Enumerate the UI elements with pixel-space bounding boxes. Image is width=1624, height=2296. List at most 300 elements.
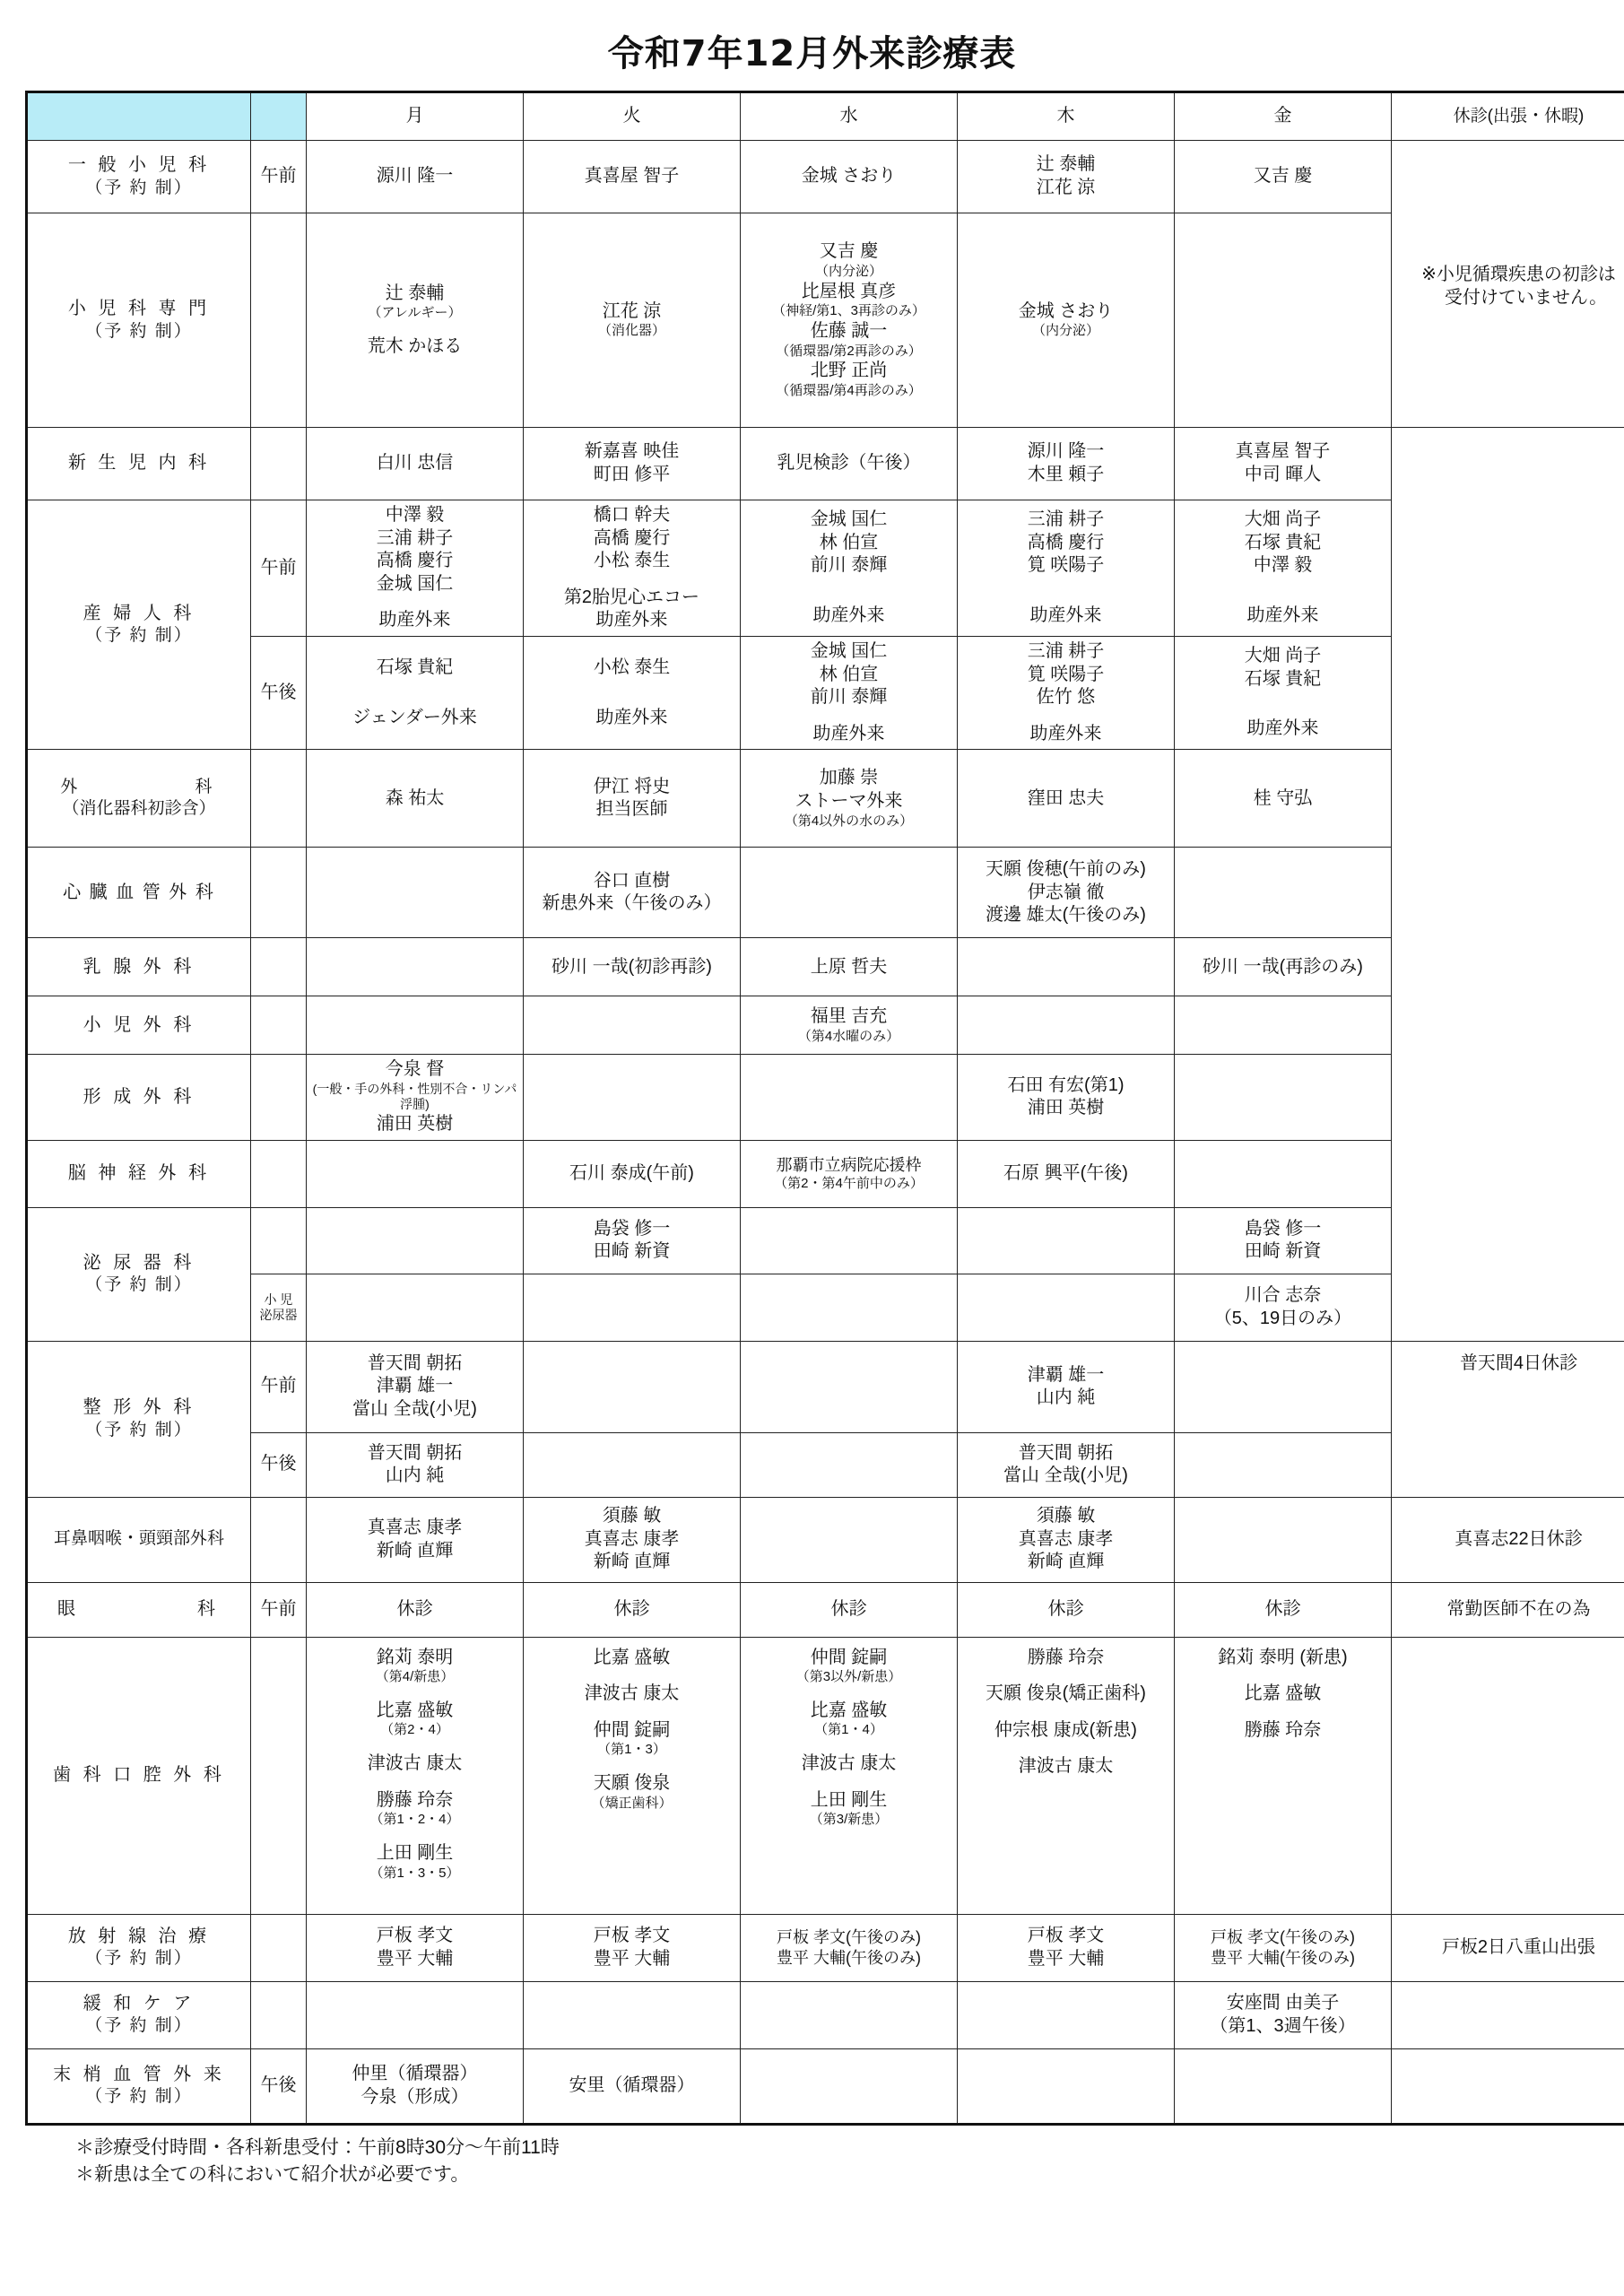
cell-dental-tue [524,1637,741,1914]
cell-radio-thu [958,1914,1175,1981]
header-time [251,92,307,141]
cell-obgyn-pm-thu [958,636,1175,749]
cell-plastic-tue [524,1055,741,1140]
cell-palliative-wed [741,1981,958,2048]
note-text: 普天間4日休診 [1459,1352,1578,1373]
doctor-name: 担当医師 [595,799,668,820]
spacer [309,1686,520,1700]
cell-palliative-mon [307,1981,524,2048]
table-header-row [27,92,1624,141]
doctor-note: （第1・3・5） [369,1865,460,1881]
dental-list-wed [743,1647,954,1830]
service-list-mon-am [309,609,520,632]
doctor-name: 豊平 大輔 [593,1948,671,1969]
table-row-orthopedics-am [27,1341,1624,1432]
dept-surgery [27,750,251,848]
dept-pediatric-surgery: 小 児 外 科 [27,996,251,1055]
doctor-name: 木里 頼子 [1027,465,1105,484]
cell-pedsurg-thu [958,996,1175,1055]
doctor-name: 助産外来 [1029,723,1102,744]
doctor-note: （消化器） [597,323,665,339]
dept-label: 小 児 科 専 門 [67,299,211,319]
doctor-name: 當山 全哉(小児) [1003,1465,1128,1486]
dept-orthopedics [27,1341,251,1497]
doctor-name: 石田 有宏(第1) [1007,1074,1125,1095]
cell-radio-tue [524,1914,741,1981]
cell-neuro-mon [307,1140,524,1207]
cell-neuro-thu: 石原 興平(午後) [958,1140,1175,1207]
doctor-name: 新崎 直輝 [376,1540,454,1561]
dept-sublabel: （予 約 制） [85,2087,193,2107]
doctor-name: 天願 俊泉(矯正歯科) [986,1683,1146,1704]
doctor-name: 安座間 由美子 [1226,1992,1340,2013]
cell-ophth-fri: 休診 [1175,1582,1392,1637]
doctor-name: 山内 純 [385,1465,445,1486]
doctor-name: 助産外来 [812,605,885,626]
cell-pedspec-mon [307,213,524,428]
doctor-name: 金城 さおり [1018,300,1114,321]
table-row-radiotherapy [27,1914,1624,1981]
header-day-wed: 水 [741,92,958,141]
cell-ent-wed [741,1497,958,1582]
doctor-name: 江花 涼 [1036,178,1096,197]
cell-pedurol-tue [524,1274,741,1342]
doctor-name: 川合 志奈 [1244,1285,1322,1306]
spacer [960,1742,1171,1755]
service-name: 那覇市立病院応援枠 [776,1155,922,1174]
time-breast [251,938,307,996]
time-pediatric-specialty [251,213,307,428]
doctor-name: 第2胎児心エコー [563,587,700,607]
cell-ent-mon [307,1497,524,1582]
doctor-name: 比嘉 盛敏 [1244,1683,1322,1704]
cell-periph-fri [1175,2048,1392,2124]
doctor-list-tue-am [526,504,737,573]
doctor-name: 金城 国仁 [810,509,888,530]
cell-ortho-pm-fri [1175,1432,1392,1497]
cell-dental-mon [307,1637,524,1914]
table-row-orthopedics-pm [27,1432,1624,1497]
doctor-name: 上田 剛生 [810,1789,888,1810]
dept-peripheral-vascular [27,2048,251,2124]
note-radiotherapy: 戸板2日八重山出張 [1392,1914,1624,1981]
doctor-name: 當山 全哉(小児) [352,1398,477,1419]
doctor-name: 高橋 慶行 [1027,532,1105,552]
doctor-name: 浦田 英樹 [1027,1098,1105,1118]
doctor-name: 田崎 新資 [593,1241,671,1262]
dept-obgyn [27,500,251,750]
spacer [960,1706,1171,1719]
dept-label: 整 形 外 科 [83,1397,195,1418]
header-closed-notes: 休診(出張・休暇) [1392,92,1624,141]
doctor-name: 田崎 新資 [1244,1241,1322,1262]
doctor-note: （第2・4） [380,1722,449,1738]
doctor-name: 橋口 幹夫 [593,505,671,525]
doctor-name: ジェンダー外来 [352,707,477,727]
spacer [309,1829,520,1842]
spacer [526,1669,737,1683]
doctor-name: 源川 隆一 [1027,441,1105,462]
cell-breast-thu [958,938,1175,996]
cell-genped-tue: 真喜屋 智子 [524,141,741,213]
time-peds-surgery [251,996,307,1055]
dept-dental: 歯 科 口 腔 外 科 [27,1637,251,1914]
doctor-note: （内分泌） [1031,323,1099,339]
doctor-name: 助産外来 [378,610,451,631]
doctor-name: 津波古 康太 [801,1753,897,1774]
cell-ortho-pm-thu [958,1432,1175,1497]
spacer [526,1759,737,1772]
doctor-name: 助産外来 [1246,718,1319,739]
doctor-name: 島袋 修一 [1244,1218,1322,1239]
cell-genped-fri: 又吉 慶 [1175,141,1392,213]
doctor-name: 三浦 耕子 [1027,640,1105,661]
cell-dental-fri [1175,1637,1392,1914]
cell-plastic-mon [307,1055,524,1140]
doctor-name: 荒木 かほる [367,335,463,356]
doctor-name: 勝藤 玲奈 [1244,1719,1322,1740]
cell-obgyn-am-fri [1175,500,1392,637]
doctor-note: （第3/新患） [809,1812,889,1828]
doctor-name: 高橋 慶行 [376,551,454,571]
table-row-obgyn-pm [27,636,1624,749]
cell-cardio-wed [741,848,958,938]
cell-plastic-wed [741,1055,958,1140]
doctor-name: 伊志嶺 徹 [1027,882,1105,902]
doctor-name: 小松 泰生 [593,551,671,571]
doctor-name: 戸板 孝文 [1027,1925,1105,1945]
doctor-name: 筧 咲陽子 [1027,555,1105,576]
time-ophthalmology: 午前 [251,1582,307,1637]
spacer [743,1739,954,1752]
doctor-name: 金城 国仁 [810,640,888,661]
table-row-pediatric-surgery [27,996,1624,1055]
doctor-list-fri-am [1177,509,1388,578]
doctor-name: 津波古 康太 [1018,1756,1114,1777]
note-orthopedics [1392,1341,1624,1497]
doctor-name: 谷口 直樹 [593,870,671,891]
doctor-list-wed-am [743,509,954,578]
dept-general-pediatrics [27,141,251,213]
cell-ortho-am-tue [524,1341,741,1432]
time-radiotherapy [251,1914,307,1981]
doctor-name: 比嘉 盛敏 [376,1700,454,1720]
doctor-name: 前川 泰輝 [810,555,888,576]
dept-neurosurgery: 脳 神 経 外 科 [27,1140,251,1207]
doctor-name: 中司 暉人 [1244,465,1322,484]
cell-neuro-tue: 石川 泰成(午前) [524,1140,741,1207]
note-pediatrics [1392,141,1624,428]
cell-cardio-thu [958,848,1175,938]
doctor-name: 普天間 朝拓 [367,1352,463,1373]
doctor-note: （第3以外/新患） [795,1669,902,1685]
dept-neonatal: 新 生 児 内 科 [27,428,251,500]
doctor-name: 須藤 敏 [602,1506,662,1526]
doctor-name: 小松 泰生 [593,657,671,678]
doctor-name: 勝藤 玲奈 [1027,1647,1105,1667]
cell-urology-thu [958,1207,1175,1274]
cell-ortho-pm-wed [741,1432,958,1497]
doctor-name: 伊江 将史 [593,776,671,796]
doctor-note: (一般・手の外科・性別不合・リンパ浮腫) [312,1081,517,1112]
doctor-name: 前川 泰輝 [810,687,888,708]
cell-palliative-thu [958,1981,1175,2048]
spacer [743,1776,954,1789]
service-note: （第2・第4午前中のみ） [774,1175,924,1191]
doctor-name: 津覇 雄一 [376,1376,454,1396]
note-mid-block [1392,428,1624,1342]
cell-ortho-am-fri [1175,1341,1392,1432]
table-row-palliative [27,1981,1624,2048]
cell-surgery-fri: 桂 守弘 [1175,750,1392,848]
time-pediatric-urology [251,1274,307,1342]
cell-radio-wed [741,1914,958,1981]
time-neonatal [251,428,307,500]
cell-neonatal-mon: 白川 忠信 [307,428,524,500]
doctor-name: 今泉 督 [385,1059,445,1080]
dept-ent: 耳鼻咽喉・頭頸部外科 [27,1497,251,1582]
doctor-name: 中澤 毅 [1253,555,1313,576]
cell-ent-fri [1175,1497,1392,1582]
time-ortho-pm: 午後 [251,1432,307,1497]
spacer [1177,1706,1388,1719]
cell-urology-wed [741,1207,958,1274]
doctor-note: （神経/第1、3再診のみ） [772,303,925,319]
service-list-tue-pm [526,707,737,730]
spacer [743,1686,954,1700]
cell-obgyn-am-mon [307,500,524,637]
cell-palliative-tue [524,1981,741,2048]
doctor-name: 普天間 朝拓 [367,1442,463,1463]
service-list-wed-pm [743,723,954,746]
doctor-name: 金城 国仁 [376,573,454,594]
doctor-name: 筧 咲陽子 [1027,664,1105,684]
cell-neonatal-tue [524,428,741,500]
table-row-pediatric-urology [27,1274,1624,1342]
doctor-note: （第1、3週午後） [1210,2015,1356,2036]
cell-pedspec-fri [1175,213,1392,428]
table-row-neonatal [27,428,1624,500]
cell-obgyn-pm-tue [524,636,741,749]
page-title: 令和7年12月外来診療表 [607,33,1017,74]
note-palliative [1392,1981,1624,2048]
cell-radio-fri [1175,1914,1392,1981]
doctor-name: 津覇 雄一 [1027,1364,1105,1385]
doctor-name: 助産外来 [595,707,668,727]
doctor-name: 銘苅 泰明 [376,1647,454,1667]
time-label: 小 児 [264,1292,293,1307]
cell-dental-thu [958,1637,1175,1914]
table-row-ent [27,1497,1624,1582]
time-surgery [251,750,307,848]
service-name: ストーマ外来 [795,790,903,811]
doctor-name: 比嘉 盛敏 [810,1700,888,1720]
time-general-pediatrics: 午前 [251,141,307,213]
footnote-referral-required: ＊新患は全ての科において紹介状が必要です。 [75,2163,470,2185]
table-row-ophthalmology [27,1582,1624,1637]
cell-breast-mon [307,938,524,996]
doctor-list-thu-pm [960,640,1171,709]
doctor-note: （5、19日のみ） [1213,1308,1352,1328]
cell-cardio-fri [1175,848,1392,938]
note-line: 受付けていません。 [1444,287,1608,308]
doctor-name: 又吉 慶 [819,241,879,262]
doctor-note: （第1・4） [814,1722,883,1738]
doctor-name: 真喜志 康孝 [584,1528,680,1549]
time-ortho-am: 午前 [251,1341,307,1432]
dept-palliative [27,1981,251,2048]
table-row-dental [27,1637,1624,1914]
header-day-fri: 金 [1175,92,1392,141]
footnote-reception-hours: ＊診療受付時間・各科新患受付：午前8時30分～午前11時 [75,2136,560,2158]
doctor-note: （アレルギー） [368,305,462,321]
cell-neonatal-thu [958,428,1175,500]
cell-urology-mon [307,1207,524,1274]
table-row-urology [27,1207,1624,1274]
dept-sublabel: （予 約 制） [85,626,193,646]
dept-label: 泌 尿 器 科 [83,1252,195,1273]
cell-obgyn-pm-wed [741,636,958,749]
cell-ophth-thu: 休診 [958,1582,1175,1637]
doctor-name: 豊平 大輔 [1027,1948,1105,1969]
doctor-name: 須藤 敏 [1036,1506,1096,1526]
dental-list-mon [309,1647,520,1883]
cell-genped-wed: 金城 さおり [741,141,958,213]
cell-pedsurg-tue [524,996,741,1055]
dept-label: 放 射 線 治 療 [67,1926,211,1946]
doctor-name: 石塚 貴紀 [1244,532,1322,552]
cell-obgyn-am-wed [741,500,958,637]
cell-pedsurg-fri [1175,996,1392,1055]
table-row-plastic-surgery [27,1055,1624,1140]
cell-periph-thu [958,2048,1175,2124]
doctor-name: 島袋 修一 [593,1218,671,1239]
cell-periph-wed [741,2048,958,2124]
note-ophthalmology: 常勤医師不在の為 [1392,1582,1624,1637]
footnotes [25,2135,1599,2189]
cell-ent-tue [524,1497,741,1582]
doctor-name: 石塚 貴紀 [376,657,454,678]
cell-pedurol-thu [958,1274,1175,1342]
doctor-name: 助産外来 [1029,605,1102,626]
cell-palliative-fri [1175,1981,1392,2048]
table-row-neurosurgery [27,1140,1624,1207]
doctor-name: 浦田 英樹 [376,1113,454,1134]
doctor-name: 林 伯宣 [819,664,879,684]
table-row-pediatric-specialty [27,213,1624,428]
cell-pedspec-wed [741,213,958,428]
cell-obgyn-am-tue [524,500,741,637]
time-obgyn-am: 午前 [251,500,307,637]
doctor-name: 真喜志 康孝 [367,1517,463,1537]
cell-pedurol-mon [307,1274,524,1342]
doctor-list-mon-pm [309,657,520,680]
dept-sublabel: （予 約 制） [85,1420,193,1439]
doctor-name: 真喜屋 智子 [1235,441,1331,462]
table-row-peripheral-vascular [27,2048,1624,2124]
cell-dental-wed [741,1637,958,1914]
dept-cardiovascular: 心 臓 血 管 外 科 [27,848,251,938]
doctor-list-wed-pm [743,640,954,709]
doctor-list-fri-pm [1177,645,1388,691]
doctor-name: 天願 俊穂(午前のみ) [986,858,1146,879]
dept-label: 緩 和 ケ ア [83,1993,195,2013]
cell-ortho-am-wed [741,1341,958,1432]
cell-radio-mon [307,1914,524,1981]
doctor-name: 助産外来 [595,610,668,631]
doctor-name: 三浦 耕子 [376,527,454,548]
cell-urology-fri [1175,1207,1392,1274]
cell-pedsurg-mon [307,996,524,1055]
doctor-list-tue-pm [526,657,737,680]
doctor-name: 戸板 孝文(午後のみ) [777,1927,921,1946]
time-urology [251,1207,307,1274]
doctor-name: 江花 涼 [602,300,662,321]
doctor-note: （循環器/第2再診のみ） [776,343,922,359]
doctor-name: 上田 剛生 [376,1843,454,1864]
spacer [1177,1669,1388,1683]
cell-surgery-mon: 森 祐太 [307,750,524,848]
cell-periph-mon [307,2048,524,2124]
doctor-name: 普天間 朝拓 [1018,1442,1114,1463]
doctor-name: 石塚 貴紀 [1244,668,1322,689]
cell-cardio-tue [524,848,741,938]
note-peripheral [1392,2048,1624,2124]
dept-sublabel: （消化器科初診含） [62,799,216,819]
cell-pedurol-wed [741,1274,958,1342]
dept-radiotherapy [27,1914,251,1981]
doctor-name: 勝藤 玲奈 [376,1789,454,1810]
service-list-fri-pm [1177,718,1388,741]
spacer [309,1776,520,1789]
table-row-breast-surgery [27,938,1624,996]
header-day-tue: 火 [524,92,741,141]
doctor-name: 仲間 錠嗣 [593,1719,671,1740]
doctor-name: 中澤 毅 [385,505,445,525]
cell-surgery-wed [741,750,958,848]
doctor-name: 今泉（形成） [360,2086,469,2107]
doctor-name: 助産外来 [812,723,885,744]
cell-pedurol-fri [1175,1274,1392,1342]
outpatient-schedule-table [25,91,1624,2126]
cell-pedsurg-wed [741,996,958,1055]
time-ent [251,1497,307,1582]
note-dental [1392,1637,1624,1914]
cell-ophth-tue: 休診 [524,1582,741,1637]
doctor-name: 津波古 康太 [584,1683,680,1704]
service-list-thu-am [960,604,1171,628]
cell-ophth-mon: 休診 [307,1582,524,1637]
dept-sublabel: （予 約 制） [85,1949,193,1969]
doctor-note: （第4水曜のみ） [797,1028,900,1044]
doctor-name: 比嘉 盛敏 [593,1647,671,1667]
doctor-name: 町田 修平 [593,465,671,484]
doctor-note: （第1・3） [597,1742,666,1758]
spacer [309,1739,520,1752]
doctor-name: 仲宗根 康成(新患) [994,1719,1137,1740]
cell-genped-thu [958,141,1175,213]
cell-surgery-thu: 窪田 忠夫 [958,750,1175,848]
time-plastic [251,1055,307,1140]
doctor-name: 三浦 耕子 [1027,509,1105,530]
cell-ortho-pm-tue [524,1432,741,1497]
doctor-name: 山内 純 [1036,1387,1096,1408]
cell-neonatal-fri [1175,428,1392,500]
cell-plastic-thu [958,1055,1175,1140]
dental-list-thu [960,1647,1171,1779]
time-dental [251,1637,307,1914]
dept-urology [27,1207,251,1341]
